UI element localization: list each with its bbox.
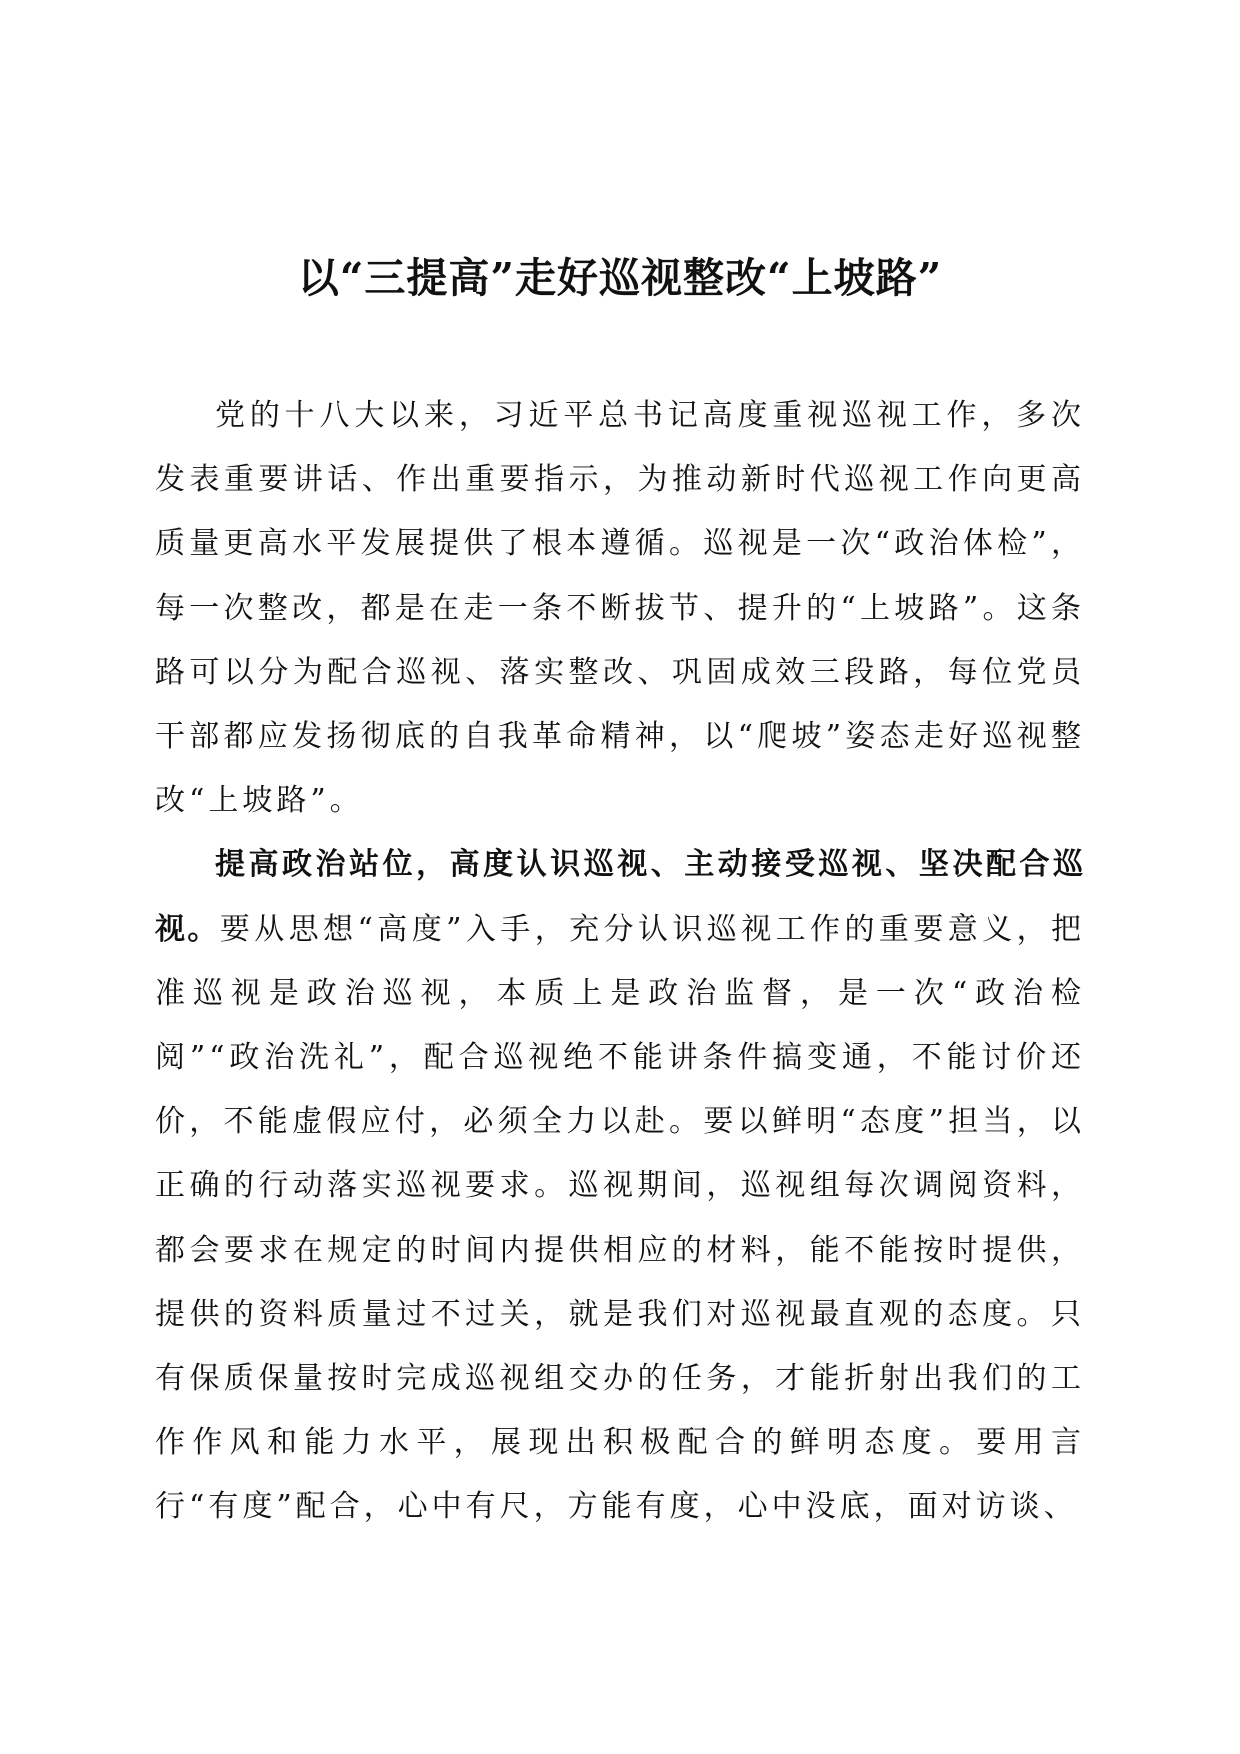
document-body xyxy=(155,384,1085,1540)
document-title: 以“三提高”走好巡视整改“上坡路” xyxy=(297,254,943,302)
paragraph-intro xyxy=(155,384,1085,833)
paragraph-political-stance xyxy=(155,833,1085,1539)
paragraph-intro-text: 党的十八大以来，习近平总书记高度重视巡视工作，多次发表重要讲话、作出重要指示，为推动新时代巡视工作向更高质量更高水平发展提供了根本遵循。巡视是一次“政治体检”，每一次整改，都是在走一条不断拔节、提升的“上坡路”。这条路可以分为配合巡视、落实整改、巩固成效三段路，每位党员干部都应发扬彻底的自我革命精神，以“爬坡”姿态走好巡视整改“上坡路”。 xyxy=(155,398,1085,819)
paragraph-political-stance-text: 要从思想“高度”入手，充分认识巡视工作的重要意义，把准巡视是政治巡视，本质上是政治监督，是一次“政治检阅”“政治洗礼”，配合巡视绝不能讲条件搞变通，不能讨价还价，不能虚假应付，必须全力以赴。要以鲜明“态度”担当，以正确的行动落实巡视要求。巡视期间，巡视组每次调阅资料，都会要求在规定的时间内提供相应的材料，能不能按时提供，提供的资料质量过不过关，就是我们对巡视最直观的态度。只有保质保量按时完成巡视组交办的任务，才能折射出我们的工作作风和能力水平，展现出积极配合的鲜明态度。要用言行“有度”配合，心中有尺，方能有度，心中没底，面对访谈、 xyxy=(155,911,1085,1525)
paragraph-lead-heading: 提高政治站位，高度认识巡视、主动接受巡视、坚决配合巡视。 xyxy=(155,847,1085,947)
